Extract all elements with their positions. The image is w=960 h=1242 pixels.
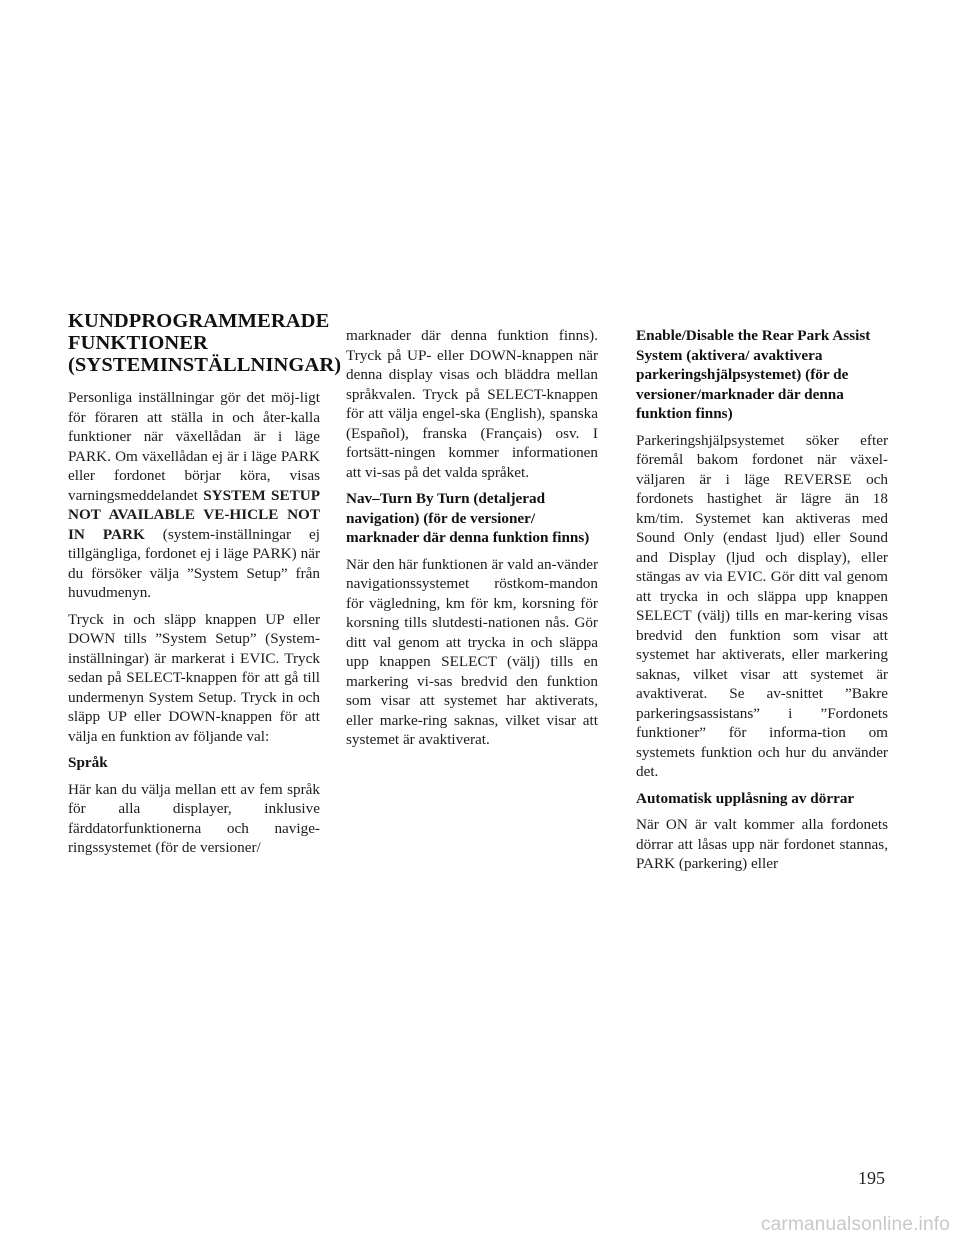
park-assist-paragraph: Parkeringshjälpsystemet söker efter föremål bakom fordonet när växel-väljaren är i läge REVERSE och fordonets hastighet är lägre än 18 km/tim. Systemet kan aktiveras med Sound Only (endast ljud) eller Sound and Display (ljud och display), eller stängas av via EVIC. Gör ditt val genom att trycka in och släppa upp knappen SELECT (välj) tills en mar-kering visas bredvid den funktion som visar att systemet har aktiverats, eller markering saknas, vilket visar att systemet är avaktiverat. Se av-snittet ”Bakre parkeringsassistans” i ”Fordonets funktioner” för informa-tion om systemets funktion och hur du använder det. <box>636 431 888 780</box>
park-assist-heading: Enable/Disable the Rear Park Assist System (aktivera/ avaktivera parkeringshjälpsystemet) (för de versioner/marknader där denna funktion finns) <box>636 327 871 422</box>
language-paragraph: Här kan du välja mellan ett av fem språk för alla displayer, inklusive färddatorfunktionerna och navige-ringssystemet (för de versioner/ <box>68 780 320 856</box>
instructions-paragraph: Tryck in och släpp knappen UP eller DOWN tills ”System Setup” (System-inställningar) är markerat i EVIC. Tryck sedan på SELECT-knappen för att gå till undermenyn System Setup. Tryck in och släpp UP eller DOWN-knappen för att välja en funktion av följande val: <box>68 610 320 745</box>
auto-unlock-heading: Automatisk upplåsning av dörrar <box>636 789 855 807</box>
nav-paragraph: När den här funktionen är vald an-vänder navigationssystemet röstkom-mandon för vägledning, km för km, korsning för korsning tills slutdesti-nationen nås. Gör ditt val genom att trycka in och släppa upp knappen SELECT (välj) tills en markering vi-sas bredvid den funktion som visar att systemet har aktiverats, eller marke-ring saknas, vilket visar att systemet är avaktiverat. <box>346 555 598 748</box>
warning-message: SYSTEM SETUP NOT AVAILABLE VE-HICLE NOT IN PARK <box>68 486 320 543</box>
intro-paragraph <box>68 388 320 603</box>
intro-text: Personliga inställningar gör det möj-ligt för föraren att ställa in och åter-kalla funktioner när växellådan är i läge PARK. Om växellådan ej är i läge PARK eller fordonet börjar köra, visas varningsmeddelandet <box>68 389 320 504</box>
column-1 <box>68 310 342 865</box>
auto-unlock-paragraph: När ON är valt kommer alla fordonets dörrar att låsas upp när fordonet stannas, PARK (parkering) eller <box>636 816 888 872</box>
column-3 <box>636 326 888 881</box>
intro-text-cont: (system-inställningar ej tillgängliga, fordonet ej i läge PARK) när du försöker välja ”System Setup” från huvudmenyn. <box>68 525 321 601</box>
language-paragraph-cont: marknader där denna funktion finns). Tryck på UP- eller DOWN-knappen när denna display visas och bläddra mellan språkvalen. Tryck på SELECT-knappen för att välja engel-ska (English), spanska (Español), franska (Français) osv. I fortsätt-ningen kommer informationen att vi-sas på det valda språket. <box>346 327 598 481</box>
section-heading: KUNDPROGRAMMERADE FUNKTIONER (SYSTEMINSTÄLLNINGAR) <box>68 310 342 376</box>
nav-heading: Nav–Turn By Turn (detaljerad navigation) (för de versioner/ marknader där denna funktion finns) <box>346 490 590 546</box>
column-2 <box>346 326 598 757</box>
watermark: carmanualsonline.info <box>760 1214 950 1235</box>
page-number: 195 <box>858 1168 885 1188</box>
language-heading: Språk <box>68 754 108 771</box>
